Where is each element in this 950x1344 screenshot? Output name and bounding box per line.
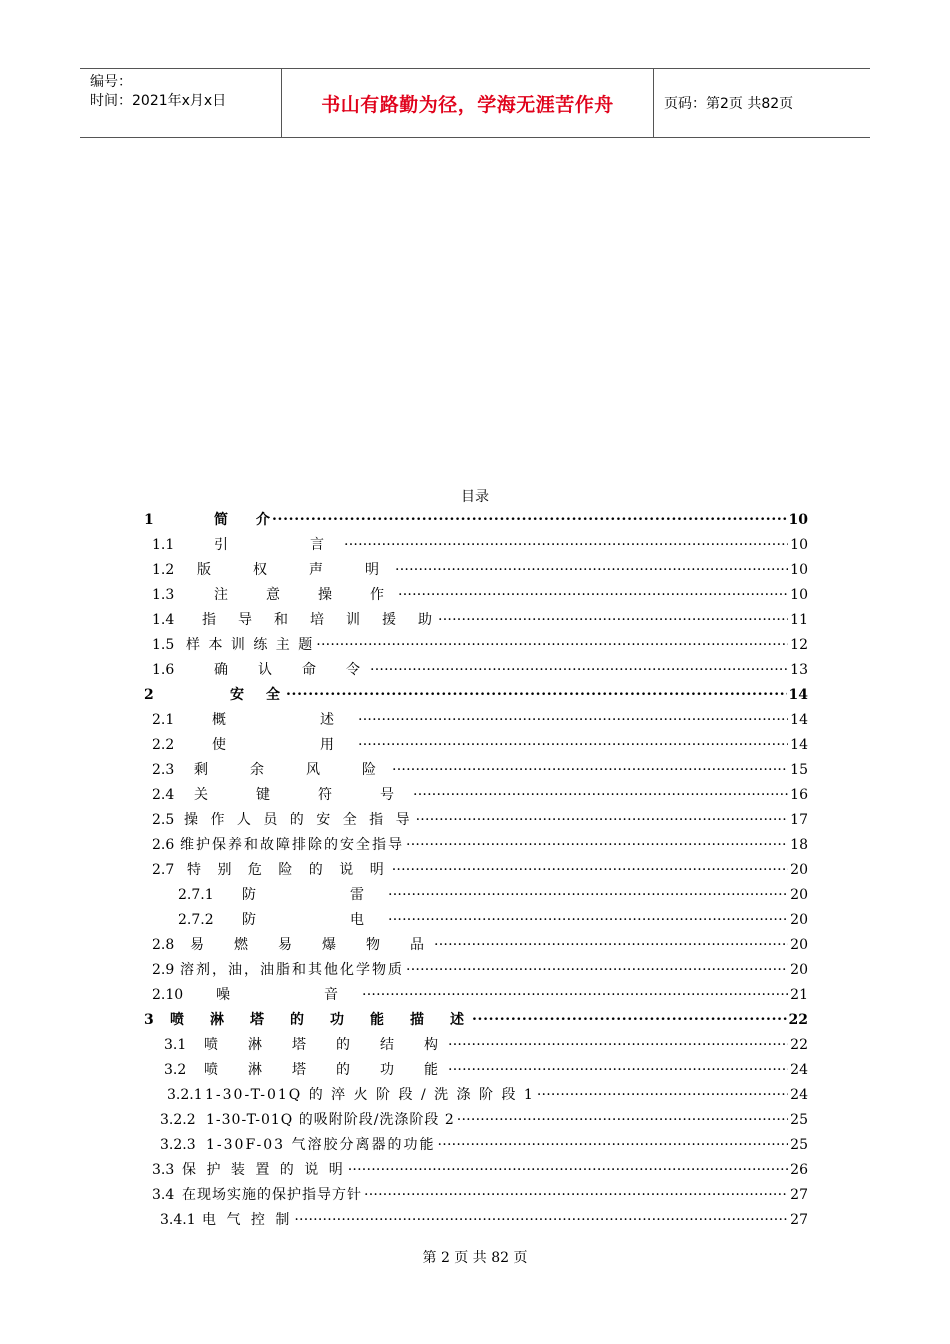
dot-leader	[406, 833, 788, 849]
toc-entry-number: 1.3	[152, 587, 175, 603]
toc-entry-number: 2.1	[152, 712, 175, 728]
toc-entry-number: 2.7.1	[178, 887, 214, 903]
dot-leader	[344, 533, 788, 549]
toc-entry-number: 3.4	[152, 1187, 175, 1203]
toc-entry-title: 喷 淋 塔 的 功 能	[204, 1062, 446, 1078]
toc-entry-page: 20	[790, 912, 808, 928]
toc-entry[interactable]	[152, 1183, 808, 1205]
toc-entry-title: 操 作 人 员 的 安 全 指 导	[184, 812, 414, 828]
dot-leader	[413, 783, 788, 799]
toc-entry-title: 喷 淋 塔 的 结 构	[204, 1037, 446, 1053]
toc-entry-title: 注 意 操 作	[214, 587, 396, 603]
toc-entry-page: 16	[790, 787, 808, 803]
toc-entry-number: 1.1	[152, 537, 175, 553]
toc-entry-page: 13	[790, 662, 808, 678]
toc-entry-title: 指 导 和 培 训 援 助	[202, 612, 436, 628]
toc-entry-title: 确 认 命 令	[214, 662, 368, 678]
toc-entry-page: 27	[790, 1187, 808, 1203]
toc-entry-number: 1.6	[152, 662, 175, 678]
toc-entry-page: 20	[790, 862, 808, 878]
toc-entry-number: 3.2.1	[167, 1087, 203, 1103]
toc-entry[interactable]	[152, 933, 808, 955]
toc-entry-title: 剩 余 风 险	[194, 762, 390, 778]
toc-entry-number: 2.7	[152, 862, 175, 878]
toc-entry-title: 概 述	[212, 712, 356, 728]
dot-leader	[537, 1083, 788, 1099]
toc-title: 目录	[461, 489, 489, 505]
toc-entry[interactable]	[152, 1158, 808, 1180]
document-header	[80, 68, 870, 138]
toc-entry-title: 电 气 控 制	[202, 1212, 293, 1228]
toc-entry[interactable]	[160, 1208, 808, 1230]
toc-entry-page: 22	[788, 1012, 808, 1028]
toc-entry-title: 版 权 声 明	[197, 562, 393, 578]
toc-entry-page: 17	[790, 812, 808, 828]
dot-leader	[395, 558, 788, 574]
toc-entry[interactable]	[144, 508, 808, 530]
dot-leader	[294, 1208, 788, 1224]
dot-leader	[358, 733, 788, 749]
dot-leader	[364, 1183, 788, 1199]
toc-entry-title: 防 电	[242, 912, 386, 928]
toc-entry-number: 1.2	[152, 562, 175, 578]
dot-leader	[388, 883, 788, 899]
dot-leader	[388, 908, 788, 924]
toc-entry[interactable]	[144, 683, 808, 705]
dot-leader	[434, 933, 788, 949]
toc-entry[interactable]	[144, 1008, 808, 1030]
header-page-info-cell	[654, 69, 870, 137]
toc-entry-number: 2.4	[152, 787, 175, 803]
dot-leader	[286, 683, 787, 699]
toc-entry-page: 18	[790, 837, 808, 853]
toc-entry-page: 25	[790, 1112, 808, 1128]
toc-entry-page: 10	[790, 587, 808, 603]
dot-leader	[370, 658, 788, 674]
dot-leader	[457, 1108, 788, 1124]
toc-entry-page: 14	[788, 687, 808, 703]
toc-entry[interactable]	[152, 808, 808, 830]
motto-text: 书山有路勤为径，学海无涯苦作舟	[321, 93, 614, 116]
toc-entry-page: 10	[788, 512, 808, 528]
time-label: 时间：2021年x月x日	[90, 93, 227, 109]
toc-entry[interactable]	[152, 583, 808, 605]
toc-entry-title: 关 键 符 号	[194, 787, 411, 803]
toc-entry-title: 1-30F-03 气溶胶分离器的功能	[206, 1137, 436, 1153]
toc-entry[interactable]	[152, 558, 808, 580]
toc-entry[interactable]	[152, 708, 808, 730]
toc-entry[interactable]	[164, 1058, 808, 1080]
toc-entry-page: 27	[790, 1212, 808, 1228]
toc-entry-title: 易 燃 易 爆 物 品	[190, 937, 432, 953]
toc-entry[interactable]	[152, 983, 808, 1005]
toc-entry[interactable]	[152, 658, 808, 680]
toc-entry-title: 噪 音	[216, 987, 360, 1003]
toc-entry-page: 25	[790, 1137, 808, 1153]
toc-entry-page: 20	[790, 887, 808, 903]
toc-entry[interactable]	[152, 608, 808, 630]
toc-entry-number: 3.1	[164, 1037, 187, 1053]
toc-entry-page: 14	[790, 737, 808, 753]
toc-entry-page: 10	[790, 537, 808, 553]
toc-entry-title: 简 介	[214, 512, 270, 528]
dot-leader	[472, 1008, 787, 1024]
toc-entry-title: 使 用	[212, 737, 356, 753]
toc-entry-page: 12	[790, 637, 808, 653]
toc-entry-number: 2.7.2	[178, 912, 214, 928]
toc-entry-page: 26	[790, 1162, 808, 1178]
toc-entry[interactable]	[178, 908, 808, 930]
toc-entry-title: 维护保养和故障排除的安全指导	[180, 837, 404, 853]
toc-entry[interactable]	[152, 633, 808, 655]
toc-entry-number: 2.2	[152, 737, 175, 753]
toc-entry-number: 2.3	[152, 762, 175, 778]
dot-leader	[398, 583, 788, 599]
toc-entry-page: 20	[790, 937, 808, 953]
toc-entry[interactable]	[152, 783, 808, 805]
toc-entry-number: 3.2.3	[160, 1137, 196, 1153]
dot-leader	[316, 633, 788, 649]
toc-entry[interactable]	[152, 733, 808, 755]
toc-entry-title: 1-30-T-01Q 的吸附阶段/洗涤阶段 2	[206, 1112, 455, 1128]
toc-entry-page: 10	[790, 562, 808, 578]
toc-entry-page: 21	[790, 987, 808, 1003]
toc-entry-title: 安 全	[230, 687, 284, 703]
toc-entry-page: 24	[790, 1087, 808, 1103]
toc-entry-page: 14	[790, 712, 808, 728]
toc-entry-title: 喷 淋 塔 的 功 能 描 述	[170, 1012, 470, 1028]
page-footer: 第 2 页 共 82 页	[422, 1250, 528, 1266]
toc-entry[interactable]	[152, 858, 808, 880]
toc-entry[interactable]	[152, 958, 808, 980]
serial-number-label: 编号：	[90, 74, 132, 90]
dot-leader	[406, 958, 788, 974]
toc-entry[interactable]	[167, 1083, 808, 1105]
toc-entry-number: 1.4	[152, 612, 175, 628]
toc-entry-number: 2.5	[152, 812, 175, 828]
toc-entry-title: 1-30-T-01Q 的 淬 火 阶 段 / 洗 涤 阶 段 1	[205, 1087, 535, 1103]
toc-entry-page: 11	[790, 612, 808, 628]
toc-entry[interactable]	[152, 833, 808, 855]
toc-entry-title: 溶剂，油，油脂和其他化学物质	[180, 962, 404, 978]
toc-entry-page: 15	[790, 762, 808, 778]
toc-entry-number: 3.3	[152, 1162, 175, 1178]
toc-entry-number: 2.9	[152, 962, 175, 978]
toc-entry-title: 样 本 训 练 主 题	[186, 637, 315, 653]
toc-entry[interactable]	[152, 533, 808, 555]
toc-entry-title: 在现场实施的保护指导方针	[182, 1187, 362, 1203]
toc-entry-title: 防 雷	[242, 887, 386, 903]
dot-leader	[448, 1033, 788, 1049]
toc-entry[interactable]	[152, 758, 808, 780]
toc-entry-title: 保 护 装 置 的 说 明	[182, 1162, 346, 1178]
toc-entry[interactable]	[178, 883, 808, 905]
toc-entry-number: 3.4.1	[160, 1212, 196, 1228]
dot-leader	[272, 508, 787, 524]
dot-leader	[448, 1058, 788, 1074]
toc-entry-number: 1	[144, 512, 154, 528]
toc-entry-title: 引 言	[214, 537, 342, 553]
toc-entry[interactable]	[160, 1108, 808, 1130]
dot-leader	[348, 1158, 788, 1174]
toc-entry-number: 3.2.2	[160, 1112, 196, 1128]
toc-entry-number: 2.8	[152, 937, 175, 953]
toc-entry-title: 特 别 危 险 的 说 明	[187, 862, 390, 878]
toc-entry-page: 22	[790, 1037, 808, 1053]
dot-leader	[392, 758, 788, 774]
toc-entry-page: 24	[790, 1062, 808, 1078]
dot-leader	[392, 858, 788, 874]
toc-entry[interactable]	[164, 1033, 808, 1055]
header-motto-cell	[282, 69, 654, 137]
toc-entry[interactable]	[160, 1133, 808, 1155]
dot-leader	[438, 1133, 789, 1149]
toc-entry-number: 1.5	[152, 637, 175, 653]
toc-entry-page: 20	[790, 962, 808, 978]
dot-leader	[358, 708, 788, 724]
dot-leader	[416, 808, 789, 824]
dot-leader	[362, 983, 788, 999]
header-meta	[80, 69, 282, 137]
toc-entry-number: 2.10	[152, 987, 184, 1003]
dot-leader	[438, 608, 788, 624]
toc-entry-number: 2.6	[152, 837, 175, 853]
page-info: 页码：第2页 共82页	[664, 96, 794, 112]
toc-entry-number: 2	[144, 687, 154, 703]
toc-entry-number: 3	[144, 1012, 154, 1028]
toc-entry-number: 3.2	[164, 1062, 187, 1078]
